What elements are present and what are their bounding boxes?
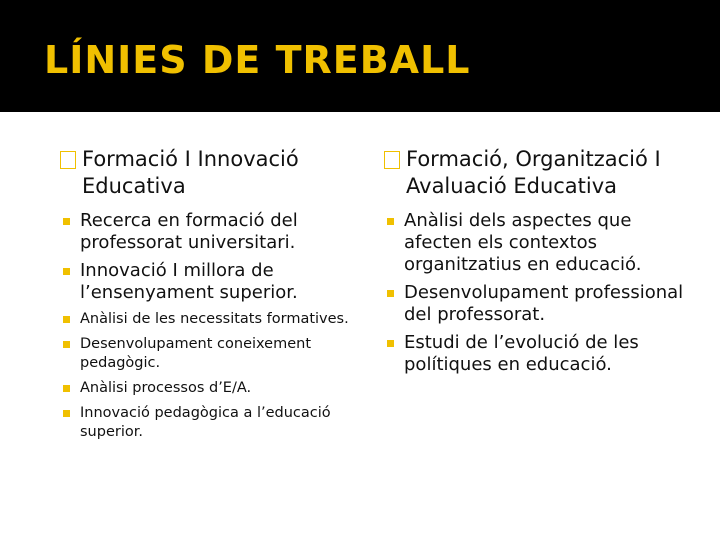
checkbox-bullet-icon bbox=[384, 151, 400, 169]
square-bullet-icon bbox=[63, 385, 70, 392]
list-item: Desenvolupament coneixement pedagògic. bbox=[60, 335, 360, 373]
list-item: Desenvolupament professional del professorat. bbox=[384, 282, 704, 326]
right-heading-text: Formació, Organització I Avaluació Educativa bbox=[406, 147, 661, 198]
square-bullet-icon bbox=[387, 290, 394, 297]
left-column bbox=[60, 146, 360, 448]
list-item: Anàlisi de les necessitats formatives. bbox=[60, 310, 360, 329]
list-item: Innovació pedagògica a l’educació superior. bbox=[60, 404, 360, 442]
square-bullet-icon bbox=[63, 218, 70, 225]
list-item: Anàlisi processos d’E/A. bbox=[60, 379, 360, 398]
slide-title: LÍNIES DE TREBALL bbox=[44, 38, 471, 82]
list-item: Estudi de l’evolució de les polítiques en educació. bbox=[384, 332, 704, 376]
square-bullet-icon bbox=[63, 341, 70, 348]
square-bullet-icon bbox=[63, 268, 70, 275]
right-heading bbox=[384, 146, 704, 200]
list-item: Recerca en formació del professorat universitari. bbox=[60, 210, 360, 254]
list-item: Innovació I millora de l’ensenyament superior. bbox=[60, 260, 360, 304]
left-list bbox=[60, 210, 360, 442]
right-list bbox=[384, 210, 704, 376]
square-bullet-icon bbox=[387, 340, 394, 347]
square-bullet-icon bbox=[63, 316, 70, 323]
left-heading bbox=[60, 146, 360, 200]
left-heading-text: Formació I Innovació Educativa bbox=[82, 147, 299, 198]
checkbox-bullet-icon bbox=[60, 151, 76, 169]
list-item: Anàlisi dels aspectes que afecten els contextos organitzatius en educació. bbox=[384, 210, 704, 276]
title-bar bbox=[0, 0, 720, 112]
right-column bbox=[384, 146, 704, 382]
square-bullet-icon bbox=[387, 218, 394, 225]
square-bullet-icon bbox=[63, 410, 70, 417]
